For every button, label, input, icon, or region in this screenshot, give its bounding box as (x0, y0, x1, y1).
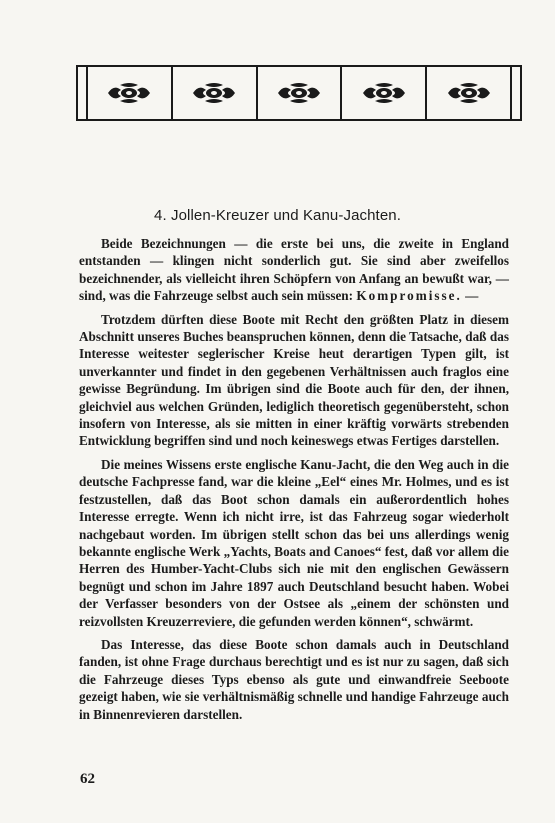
ornament-band (76, 65, 522, 121)
paragraph (79, 311, 509, 450)
paragraph-text: Das Interesse, das diese Boote schon damals auch in Deutschland fanden, ist ohne Frage durchaus berechtigt und es ist nur zu sagen, daß sich die Fahrzeuge dieses Typs ebenso als gute und einwandfreie Seeboote gezeigt haben, wie sie verhältnismäßig schnelle und handige Fahrzeuge auch in Binnenrevieren darstellen. (79, 636, 509, 722)
flower-ornament-icon (276, 82, 322, 104)
ornament-cell (173, 67, 258, 119)
ornament-cell (342, 67, 427, 119)
flower-ornament-icon (106, 82, 152, 104)
paragraph (79, 456, 509, 630)
flower-ornament-icon (361, 82, 407, 104)
paragraph-tail: — (461, 288, 479, 304)
body-text (79, 235, 509, 729)
paragraph-text: Beide Bezeichnungen — die erste bei uns, die zweite in England entstanden — klingen nicht sonderlich gut. Sie sind aber zweifellos bezeichnender, als vielleicht ihren Schöpfern von Anfang an bewußt war, — sind, was die Fahrzeuge selbst auch sein müssen: (79, 236, 509, 304)
ornament-cell (427, 67, 510, 119)
paragraph (79, 235, 509, 305)
page-number: 62 (80, 771, 95, 787)
paragraph-text: Die meines Wissens erste englische Kanu-Jacht, die den Weg auch in die deutsche Fachpresse fand, war die kleine „Eel“ eines Mr. Holmes, und es ist festzustellen, daß das Boot schon damals ein außerordentlich hohes Interesse erregte. Wenn ich nicht irre, ist das Fahrzeug sogar wiederholt nachgebaut worden. Im übrigen stellt schon das bei uns allerdings wenig bekannte englische Werk „Yachts, Boats and Canoes“ fest, daß vor allem die Herren des Humber-Yacht-Clubs sich nie mit den englischen Gewässern begnügt und schon im Jahre 1897 auch Deutschland besucht haben. Wobei der Verfasser besonders von der Ostsee als „einem der schönsten und reizvollsten Kreuzerreviere, die gefunden werden können“, schwärmt. (79, 456, 509, 629)
section-heading: 4. Jollen-Kreuzer und Kanu-Jachten. (154, 207, 401, 224)
ornament-cell (88, 67, 173, 119)
paragraph-text: Trotzdem dürften diese Boote mit Recht den größten Platz in diesem Abschnitt unseres Buches beanspruchen können, denn die Tatsache, daß das Interesse weitester seglerischer Kreise heut derartigen Typen gilt, ist unverkannter und findet in den gegebenen Verhältnissen auch fraglos eine gewisse Begründung. Im übrigen sind die Boote auch für den, der ihnen, gleichviel aus welchen Gründen, lediglich theoretisch gegenübersteht, schon insofern von Interesse, als sie mitten in einer kräftig vorwärts strebenden Entwicklung begriffen sind und noch keineswegs etwas Fertiges darstellen. (79, 311, 509, 449)
paragraph (79, 636, 509, 723)
emphasized-word: Kompromisse. (356, 288, 462, 304)
flower-ornament-icon (191, 82, 237, 104)
ornament-cell (258, 67, 343, 119)
flower-ornament-icon (446, 82, 492, 104)
